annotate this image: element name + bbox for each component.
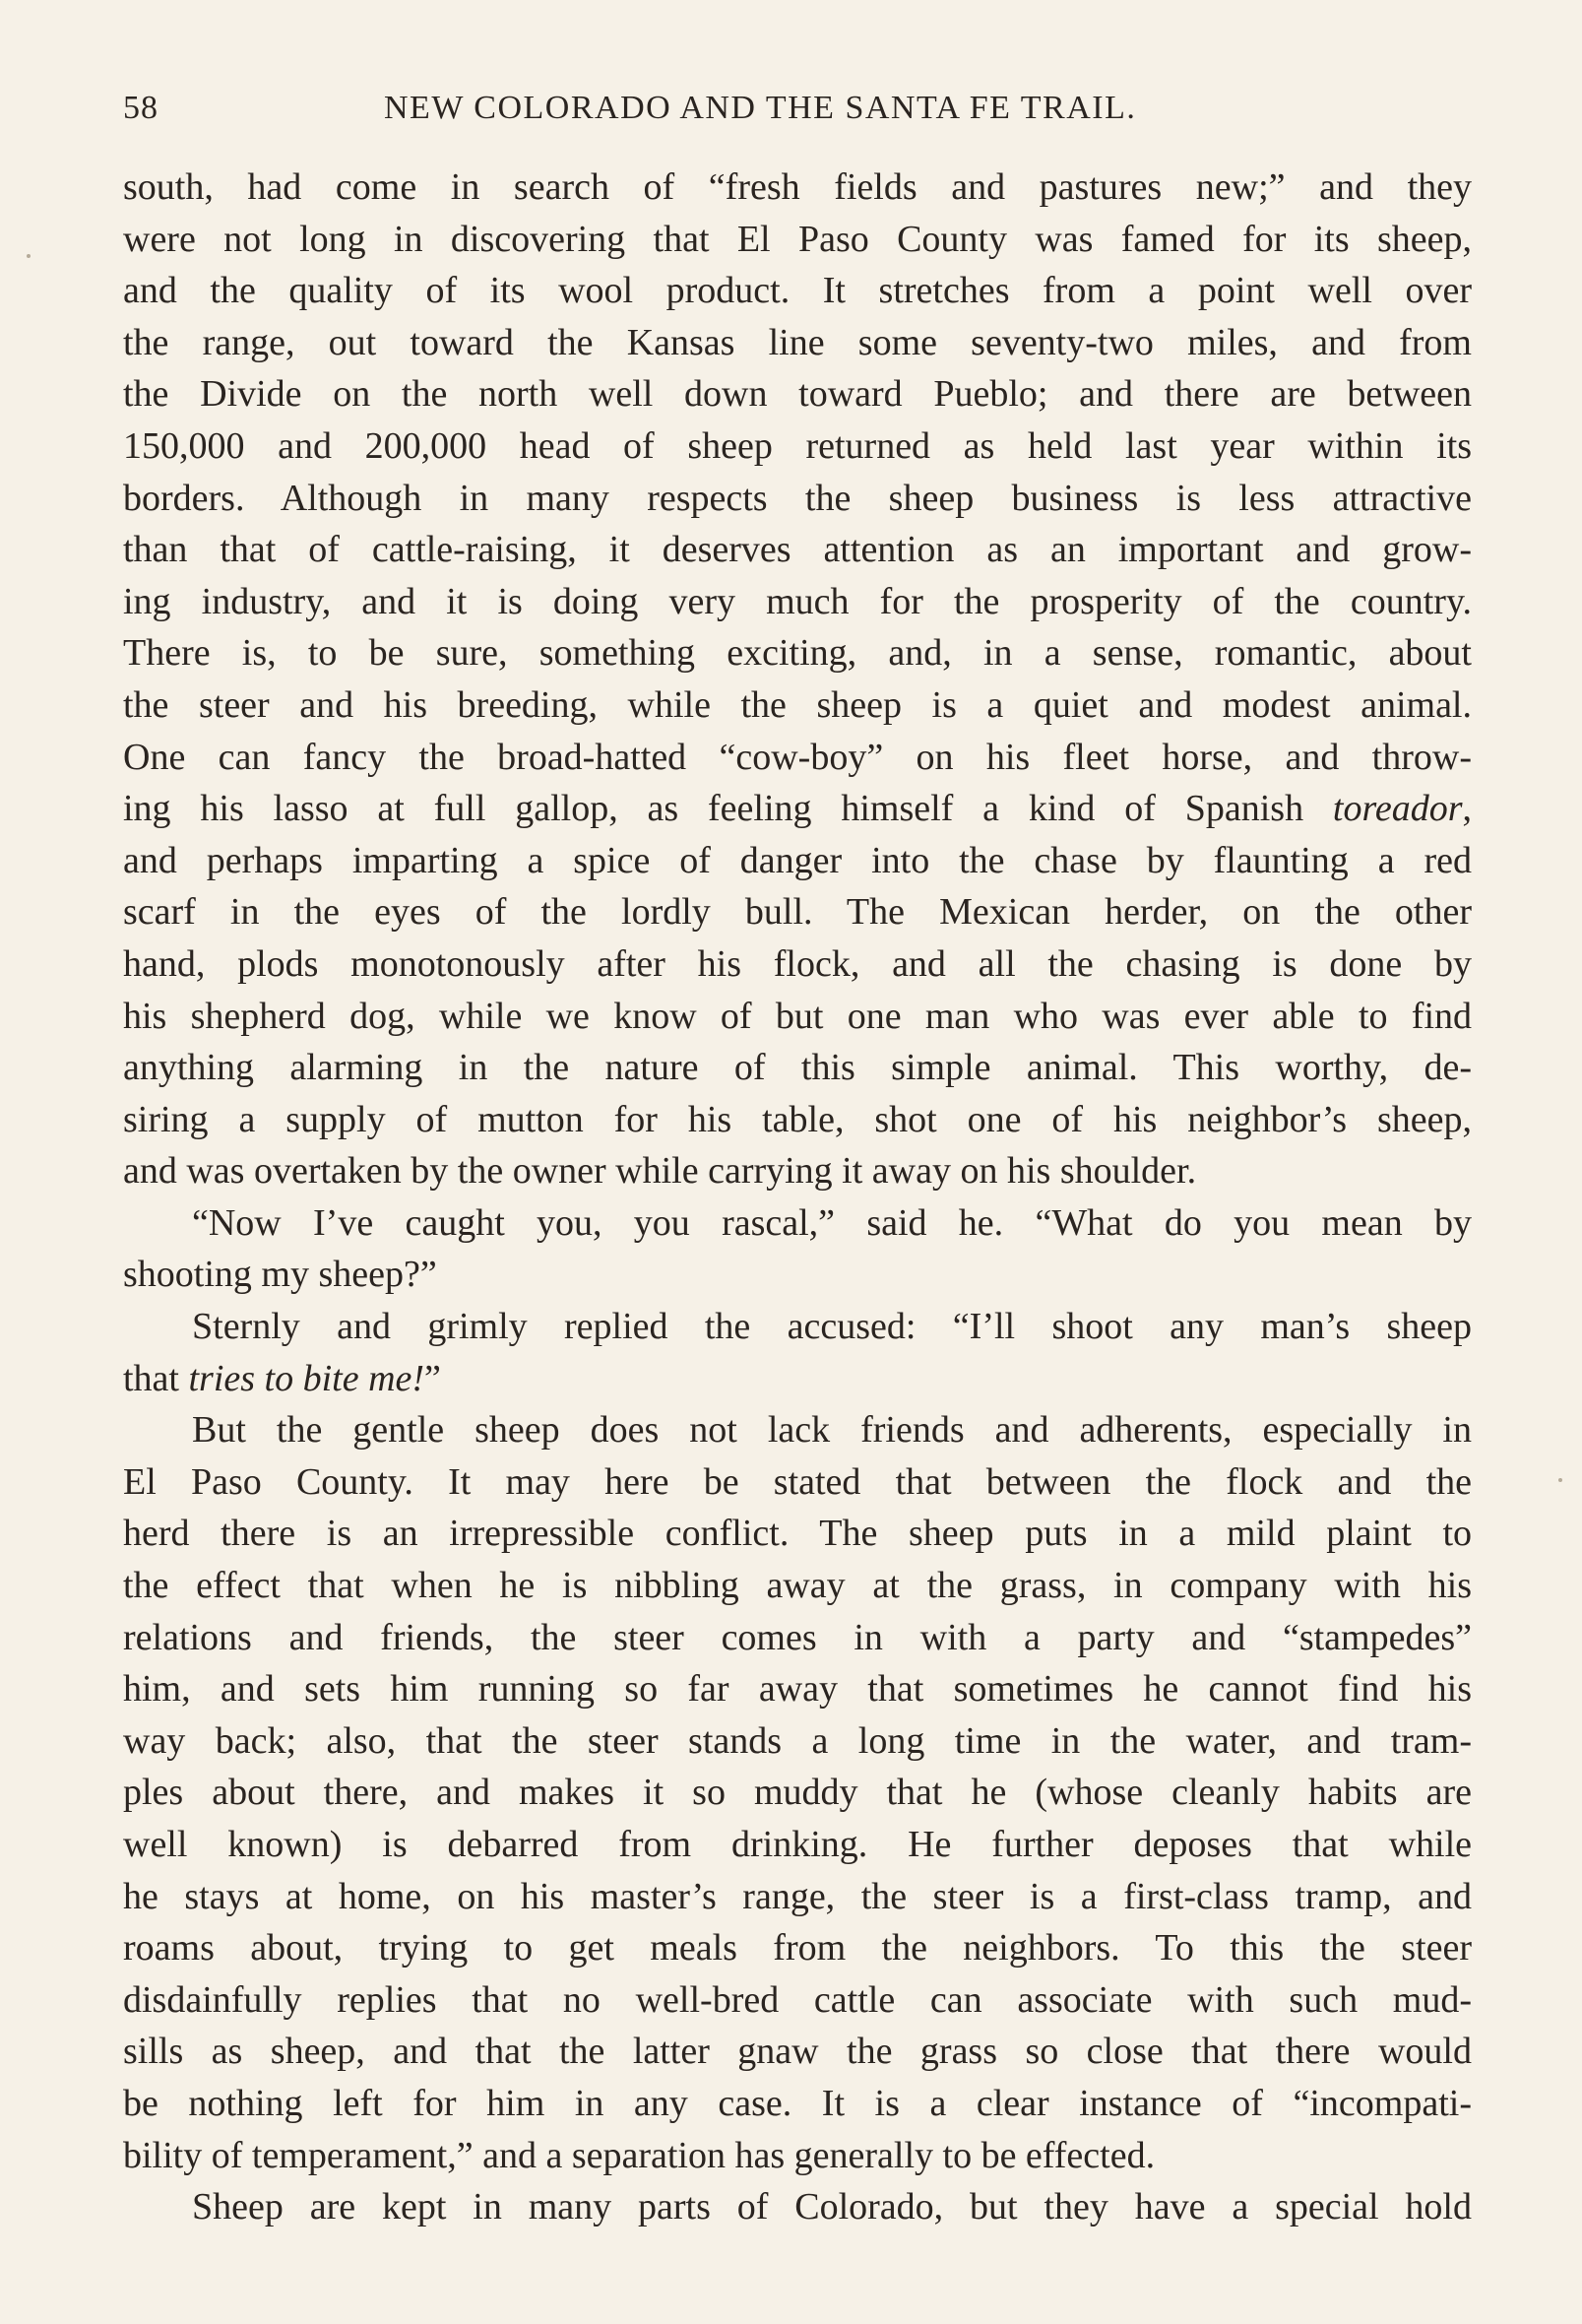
line-text: roams about, trying to get meals from the neighbors. To this the steer xyxy=(123,1927,1472,1969)
line-text: he stays at home, on his master’s range, the steer is a first-class tramp, and xyxy=(123,1875,1472,1917)
line-text: south, had come in search of “fresh fields and pastures new;” and they xyxy=(123,166,1472,208)
text-line xyxy=(123,1404,1472,1456)
text-line xyxy=(123,783,1472,835)
line-text: ples about there, and makes it so muddy that he (whose cleanly habits are xyxy=(123,1772,1472,1814)
text-line xyxy=(123,1456,1472,1509)
text-line xyxy=(123,1612,1472,1664)
paper-speck xyxy=(1558,1478,1562,1482)
line-text: well known) is debarred from drinking. He further deposes that while xyxy=(123,1824,1472,1865)
text-line xyxy=(123,1663,1472,1715)
text-line xyxy=(123,991,1472,1043)
text-line xyxy=(123,1922,1472,1974)
text-line xyxy=(123,576,1472,628)
text-line xyxy=(123,679,1472,732)
line-text: 150,000 and 200,000 head of sheep returned as held last year within its xyxy=(123,424,1472,467)
text-line xyxy=(123,265,1472,317)
line-text-tail: , xyxy=(1462,788,1472,830)
text-line xyxy=(123,1094,1472,1146)
text-line xyxy=(123,1974,1472,2027)
text-line xyxy=(123,1042,1472,1094)
text-line xyxy=(123,1715,1472,1768)
text-line xyxy=(123,2078,1472,2130)
text-line xyxy=(123,1353,1472,1405)
text-line xyxy=(123,1560,1472,1612)
line-text: relations and friends, the steer comes in with a party and “stampedes” xyxy=(123,1616,1472,1658)
text-line xyxy=(123,1871,1472,1923)
text-line xyxy=(123,938,1472,991)
line-text: bility of temperament,” and a separation has generally to be effected. xyxy=(123,2134,1156,2176)
line-text: But the gentle sheep does not lack friends and adherents, especially in xyxy=(192,1409,1472,1452)
body-text xyxy=(123,161,1472,2233)
text-line xyxy=(123,1508,1472,1560)
line-text: the Divide on the north well down toward Pueblo; and there are between xyxy=(123,373,1472,416)
line-text: the effect that when he is nibbling away at the grass, in company with his xyxy=(123,1565,1472,1607)
line-text: his shepherd dog, while we know of but one man who was ever able to find xyxy=(123,995,1472,1037)
line-text: siring a supply of mutton for his table, shot one of his neighbor’s sheep, xyxy=(123,1098,1472,1140)
italic-text: tries to bite me! xyxy=(188,1357,425,1399)
text-line xyxy=(123,317,1472,369)
text-line xyxy=(123,161,1472,214)
line-text: herd there is an irrepressible conflict. The sheep puts in a mild plaint to xyxy=(123,1513,1472,1555)
text-line xyxy=(123,524,1472,576)
text-line xyxy=(123,1197,1472,1250)
line-text-tail: ” xyxy=(424,1357,441,1399)
text-line xyxy=(123,627,1472,679)
line-text: and the quality of its wool product. It stretches from a point well over xyxy=(123,270,1472,312)
line-text: were not long in discovering that El Paso County was famed for its sheep, xyxy=(123,218,1472,260)
line-text: that xyxy=(123,1357,189,1399)
line-text: scarf in the eyes of the lordly bull. The Mexican herder, on the other xyxy=(123,891,1472,934)
line-text: and perhaps imparting a spice of danger into the chase by flaunting a red xyxy=(123,839,1472,881)
text-line xyxy=(123,835,1472,887)
line-text: way back; also, that the steer stands a long time in the water, and tram- xyxy=(123,1719,1472,1762)
line-text: the range, out toward the Kansas line some seventy-two miles, and from xyxy=(123,321,1472,363)
text-line xyxy=(123,2026,1472,2078)
page-number: 58 xyxy=(123,90,158,126)
text-line xyxy=(123,1145,1472,1197)
line-text: ing industry, and it is doing very much for the prosperity of the country. xyxy=(123,580,1472,622)
line-text: One can fancy the broad-hatted “cow-boy” on his fleet horse, and throw- xyxy=(123,736,1472,778)
text-line xyxy=(123,420,1472,473)
line-text: the steer and his breeding, while the sheep is a quiet and modest animal. xyxy=(123,683,1472,726)
line-text: disdainfully replies that no well-bred cattle can associate with such mud- xyxy=(123,1978,1472,2021)
text-line xyxy=(123,2130,1472,2182)
line-text: him, and sets him running so far away that sometimes he cannot find his xyxy=(123,1668,1472,1711)
line-text: El Paso County. It may here be stated that between the flock and the xyxy=(123,1460,1472,1503)
text-line xyxy=(123,1819,1472,1871)
line-text: “Now I’ve caught you, you rascal,” said he. “What do you mean by xyxy=(192,1201,1472,1244)
line-text: ing his lasso at full gallop, as feeling himself a kind of Spanish xyxy=(123,788,1333,830)
line-text: Sheep are kept in many parts of Colorado, but they have a special hold xyxy=(192,2186,1472,2228)
text-line xyxy=(123,473,1472,525)
line-text: and was overtaken by the owner while carrying it away on his shoulder. xyxy=(123,1150,1197,1193)
line-text: sills as sheep, and that the latter gnaw the grass so close that there would xyxy=(123,2031,1472,2073)
running-head xyxy=(123,85,1472,132)
paper-speck xyxy=(27,254,31,258)
line-text: borders. Although in many respects the sheep business is less attractive xyxy=(123,477,1472,519)
line-text: be nothing left for him in any case. It is a clear instance of “incompati- xyxy=(123,2082,1472,2124)
line-text: hand, plods monotonously after his flock, and all the chasing is done by xyxy=(123,942,1472,985)
running-title: NEW COLORADO AND THE SANTA FE TRAIL. xyxy=(384,90,1137,126)
text-line xyxy=(123,368,1472,420)
text-line xyxy=(123,2181,1472,2233)
text-line xyxy=(123,886,1472,938)
text-line xyxy=(123,1767,1472,1819)
line-text: than that of cattle-raising, it deserves attention as an important and grow- xyxy=(123,529,1472,571)
line-text: Sternly and grimly replied the accused: “I’ll shoot any man’s sheep xyxy=(192,1306,1472,1348)
line-text: anything alarming in the nature of this simple animal. This worthy, de- xyxy=(123,1047,1472,1089)
text-line xyxy=(123,732,1472,784)
text-line xyxy=(123,1249,1472,1301)
line-text: There is, to be sure, something exciting, and, in a sense, romantic, about xyxy=(123,632,1472,675)
text-line xyxy=(123,1301,1472,1353)
text-line xyxy=(123,214,1472,266)
italic-text: toreador xyxy=(1332,788,1463,830)
line-text: shooting my sheep?” xyxy=(123,1254,437,1296)
